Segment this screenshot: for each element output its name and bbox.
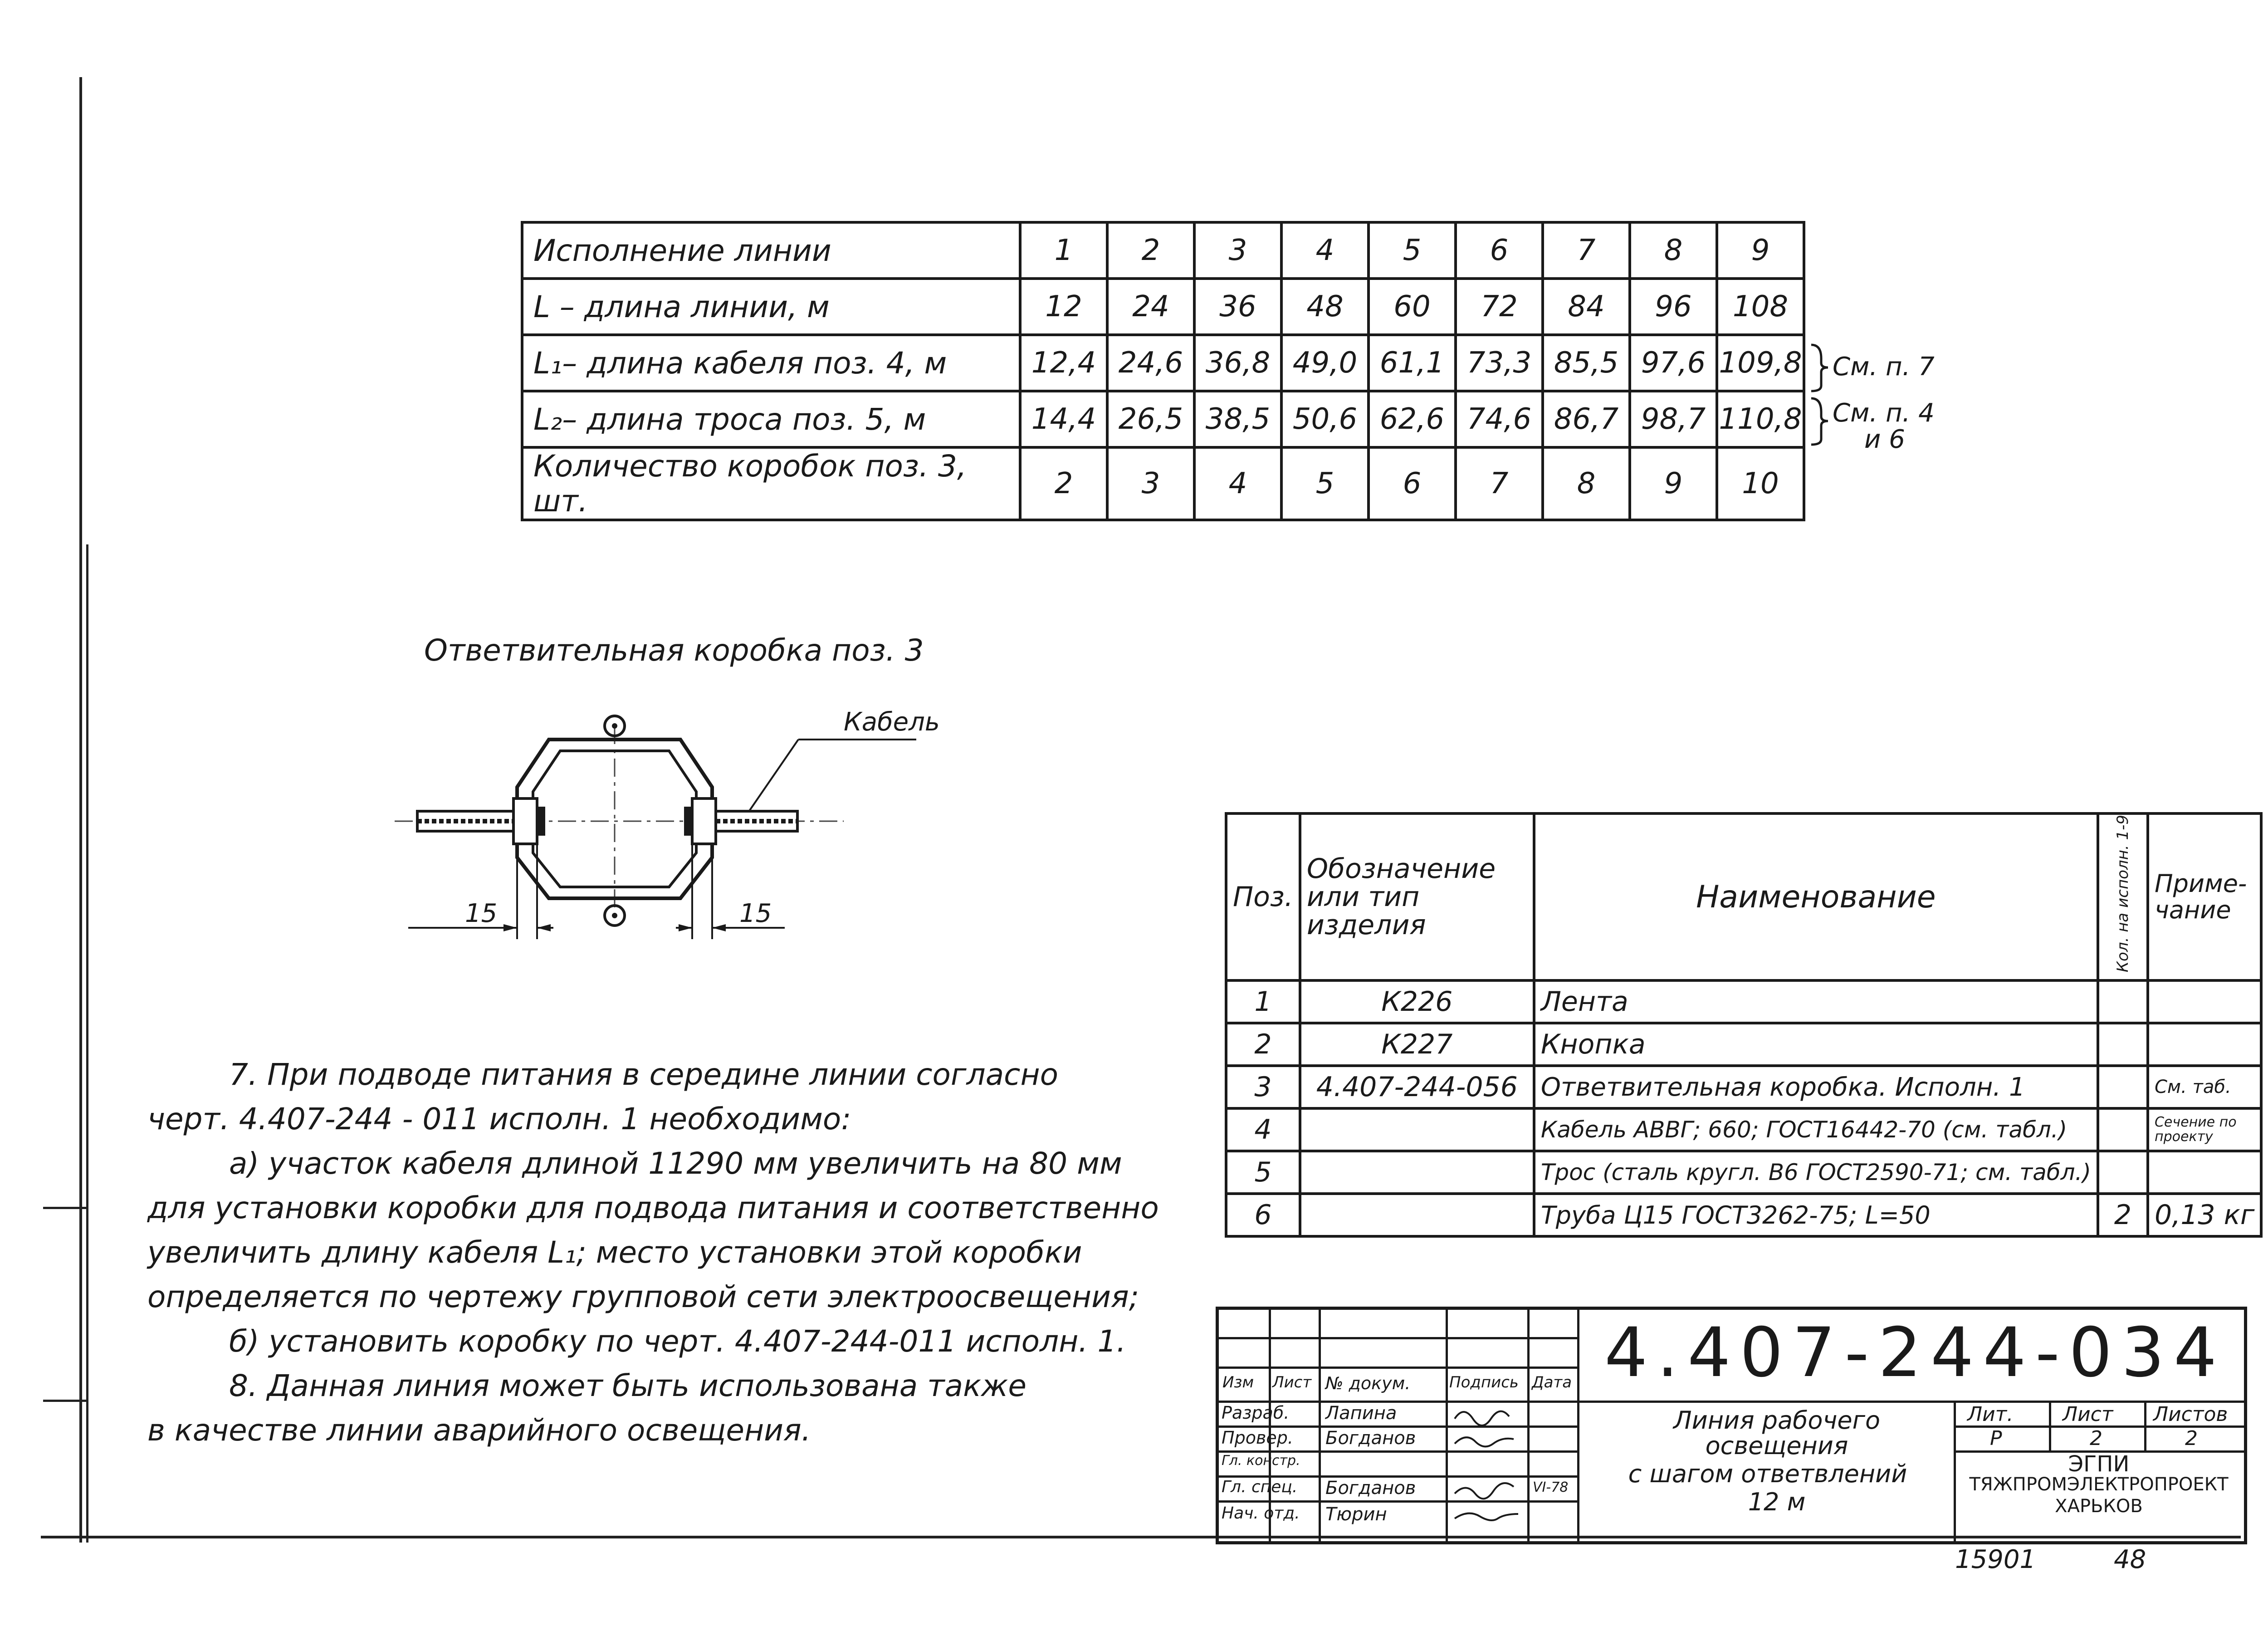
column-header: 2 xyxy=(1107,222,1194,279)
tb-header-list: Лист xyxy=(1272,1373,1312,1391)
table-cell: 60 xyxy=(1369,279,1456,335)
table-cell: 73,3 xyxy=(1456,335,1543,391)
table-cell: 2 xyxy=(1020,447,1107,520)
spec-row xyxy=(1226,1194,2261,1236)
table-header-label: Исполнение линии xyxy=(522,222,1020,279)
spec-header-pos: Поз. xyxy=(1226,813,1300,980)
grid-line xyxy=(1219,1367,1577,1369)
spec-qty xyxy=(2098,980,2148,1023)
spec-row xyxy=(1226,1066,2261,1108)
spec-designation xyxy=(1300,1151,1534,1194)
spec-row xyxy=(1226,1023,2261,1066)
tb-role: Разраб. xyxy=(1222,1403,1290,1423)
spec-designation xyxy=(1300,1108,1534,1151)
tb-date: VI-78 xyxy=(1533,1479,1569,1495)
table-cell: 36 xyxy=(1194,279,1281,335)
dimension-right: 15 xyxy=(739,899,772,928)
brace-icon xyxy=(1808,340,1835,449)
row-label: Количество коробок поз. 3, шт. xyxy=(522,447,1020,520)
spec-note xyxy=(2148,1023,2261,1066)
tb-sheet-label: Лист xyxy=(2063,1403,2113,1426)
note-see-p4: См. п. 4 xyxy=(1833,398,1935,428)
table-header-row xyxy=(522,222,1804,279)
tb-role: Нач. отд. xyxy=(1222,1504,1300,1523)
note-line: черт. 4.407-244 - 011 исполн. 1 необходимо: xyxy=(147,1102,851,1136)
tb-header-date: Дата xyxy=(1532,1373,1572,1391)
page-number: 48 xyxy=(2114,1545,2146,1574)
table-cell: 24 xyxy=(1107,279,1194,335)
specification-table xyxy=(1225,812,2263,1238)
spec-note xyxy=(2148,1151,2261,1194)
spec-note xyxy=(2148,980,2261,1023)
table-cell: 26,5 xyxy=(1107,391,1194,447)
note-line: б) установить коробку по черт. 4.407-244-011 исполн. 1. xyxy=(229,1324,1126,1359)
note-line: а) участок кабеля длиной 11290 мм увеличить на 80 мм xyxy=(229,1146,1122,1181)
table-cell: 85,5 xyxy=(1543,335,1630,391)
table-cell: 8 xyxy=(1543,447,1630,520)
spec-pos: 5 xyxy=(1226,1151,1300,1194)
note-line: 8. Данная линия может быть использована также xyxy=(229,1368,1026,1403)
row-label: L₂– длина троса поз. 5, м xyxy=(522,391,1020,447)
spec-pos: 2 xyxy=(1226,1023,1300,1066)
table-cell: 12,4 xyxy=(1020,335,1107,391)
spec-header-note: Приме-чание xyxy=(2148,813,2261,980)
spec-name: Кабель АВВГ; 660; ГОСТ16442-70 (см. табл.) xyxy=(1534,1108,2098,1151)
spec-row xyxy=(1226,980,2261,1023)
table-row xyxy=(522,391,1804,447)
org-line: ХАРЬКОВ xyxy=(2055,1496,2143,1517)
spec-pos: 6 xyxy=(1226,1194,1300,1236)
archive-number: 15901 xyxy=(1955,1545,2036,1574)
note-line: 7. При подводе питания в середине линии согласно xyxy=(229,1057,1058,1092)
spec-name: Труба Ц15 ГОСТ3262-75; L=50 xyxy=(1534,1194,2098,1236)
table-cell: 50,6 xyxy=(1281,391,1369,447)
column-header: 4 xyxy=(1281,222,1369,279)
tb-role: Гл. спец. xyxy=(1222,1478,1298,1496)
row-label: L – длина линии, м xyxy=(522,279,1020,335)
table-cell: 24,6 xyxy=(1107,335,1194,391)
tb-name: Богданов xyxy=(1325,1478,1416,1499)
table-cell: 5 xyxy=(1281,447,1369,520)
column-header: 1 xyxy=(1020,222,1107,279)
tb-name: Тюрин xyxy=(1325,1504,1387,1525)
title-line: освещения xyxy=(1705,1431,1848,1460)
table-cell: 36,8 xyxy=(1194,335,1281,391)
table-row xyxy=(522,447,1804,520)
spec-pos: 1 xyxy=(1226,980,1300,1023)
table-cell: 12 xyxy=(1020,279,1107,335)
line-variants-table xyxy=(521,221,1805,521)
table-cell: 3 xyxy=(1107,447,1194,520)
spec-designation: К226 xyxy=(1300,980,1534,1023)
tb-lit-value: Р xyxy=(1990,1427,2002,1450)
tb-name: Богданов xyxy=(1325,1428,1416,1449)
spec-qty xyxy=(2098,1023,2148,1066)
grid-line xyxy=(1219,1500,1577,1503)
note-line: для установки коробки для подвода питания и соответственно xyxy=(147,1190,1159,1225)
table-cell: 38,5 xyxy=(1194,391,1281,447)
document-code: 4.407-244-034 xyxy=(1604,1313,2226,1392)
table-cell: 74,6 xyxy=(1456,391,1543,447)
title-line: Линия рабочего xyxy=(1673,1406,1880,1435)
spec-row xyxy=(1226,1151,2261,1194)
spec-header-qty-cell xyxy=(2098,813,2148,980)
table-cell: 9 xyxy=(1630,447,1717,520)
spec-designation xyxy=(1300,1194,1534,1236)
frame-left-tick xyxy=(43,1207,86,1209)
spec-header-row xyxy=(1226,813,2261,980)
table-cell: 110,8 xyxy=(1717,391,1804,447)
spec-row xyxy=(1226,1108,2261,1151)
spec-note: Сечение по проекту xyxy=(2148,1108,2261,1151)
frame-left-inner-line xyxy=(86,544,88,1543)
table-cell: 49,0 xyxy=(1281,335,1369,391)
tb-lit-label: Лит. xyxy=(1967,1403,2014,1426)
spec-note: См. таб. xyxy=(2148,1066,2261,1108)
table-cell: 4 xyxy=(1194,447,1281,520)
table-cell: 10 xyxy=(1717,447,1804,520)
figure-title: Ответвительная коробка поз. 3 xyxy=(424,633,924,668)
spec-pos: 3 xyxy=(1226,1066,1300,1108)
spec-qty xyxy=(2098,1108,2148,1151)
spec-header-name: Наименование xyxy=(1534,813,2098,980)
row-label: L₁– длина кабеля поз. 4, м xyxy=(522,335,1020,391)
tb-header-doc: № докум. xyxy=(1325,1373,1411,1393)
spec-qty: 2 xyxy=(2098,1194,2148,1236)
table-cell: 108 xyxy=(1717,279,1804,335)
spec-header-designation: Обозначение или тип изделия xyxy=(1300,813,1534,980)
cable-label: Кабель xyxy=(844,707,940,737)
table-cell: 61,1 xyxy=(1369,335,1456,391)
column-header: 3 xyxy=(1194,222,1281,279)
frame-left-tick xyxy=(43,1400,86,1402)
tb-header-sign: Подпись xyxy=(1449,1373,1519,1391)
org-line: ТЯЖПРОМЭЛЕКТРОПРОЕКТ xyxy=(1969,1474,2229,1495)
note-line: определяется по чертежу групповой сети электроосвещения; xyxy=(147,1279,1139,1314)
table-cell: 14,4 xyxy=(1020,391,1107,447)
table-cell: 86,7 xyxy=(1543,391,1630,447)
frame-left-line xyxy=(79,77,82,1543)
grid-line xyxy=(2049,1401,2051,1450)
table-cell: 84 xyxy=(1543,279,1630,335)
spec-header-qty: Кол. на исполн. 1-9 xyxy=(2113,815,2132,973)
grid-line xyxy=(1219,1337,1577,1339)
table-cell: 48 xyxy=(1281,279,1369,335)
spec-qty xyxy=(2098,1066,2148,1108)
table-cell: 96 xyxy=(1630,279,1717,335)
spec-name: Лента xyxy=(1534,980,2098,1023)
table-cell: 98,7 xyxy=(1630,391,1717,447)
note-line: в качестве линии аварийного освещения. xyxy=(147,1413,811,1448)
tb-role: Провер. xyxy=(1222,1428,1293,1448)
spec-designation: К227 xyxy=(1300,1023,1534,1066)
table-row xyxy=(522,279,1804,335)
table-row xyxy=(522,335,1804,391)
table-cell: 7 xyxy=(1456,447,1543,520)
dimension-left: 15 xyxy=(465,899,498,928)
spec-name: Кнопка xyxy=(1534,1023,2098,1066)
spec-pos: 4 xyxy=(1226,1108,1300,1151)
grid-line xyxy=(1577,1310,1579,1541)
tb-header-izm: Изм xyxy=(1222,1373,1254,1391)
spec-qty xyxy=(2098,1151,2148,1194)
column-header: 9 xyxy=(1717,222,1804,279)
spec-note: 0,13 кг xyxy=(2148,1194,2261,1236)
column-header: 7 xyxy=(1543,222,1630,279)
note-line: увеличить длину кабеля L₁; место установки этой коробки xyxy=(147,1235,1082,1270)
table-cell: 62,6 xyxy=(1369,391,1456,447)
signatures-icon xyxy=(1450,1403,1523,1530)
spec-name: Ответвительная коробка. Исполн. 1 xyxy=(1534,1066,2098,1108)
tb-sheets-value: 2 xyxy=(2185,1427,2198,1450)
tb-sheet-value: 2 xyxy=(2090,1427,2102,1450)
spec-name: Трос (сталь кругл. В6 ГОСТ2590-71; см. табл.) xyxy=(1534,1151,2098,1194)
title-block xyxy=(1216,1307,2247,1544)
tb-name: Лапина xyxy=(1325,1403,1397,1424)
table-cell: 72 xyxy=(1456,279,1543,335)
column-header: 5 xyxy=(1369,222,1456,279)
column-header: 8 xyxy=(1630,222,1717,279)
column-header: 6 xyxy=(1456,222,1543,279)
junction-box-drawing xyxy=(390,699,980,953)
grid-line xyxy=(2144,1401,2146,1450)
table-cell: 97,6 xyxy=(1630,335,1717,391)
notes-block xyxy=(147,1053,1159,1453)
tb-sheets-label: Листов xyxy=(2153,1403,2228,1426)
org-line: ЭГПИ xyxy=(2068,1451,2130,1477)
tb-role: Гл. констр. xyxy=(1222,1453,1300,1469)
note-see-p7: См. п. 7 xyxy=(1833,352,1935,382)
title-line: 12 м xyxy=(1748,1488,1806,1516)
spec-designation: 4.407-244-056 xyxy=(1300,1066,1534,1108)
note-and-6: и 6 xyxy=(1864,425,1905,454)
table-cell: 109,8 xyxy=(1717,335,1804,391)
table-cell: 6 xyxy=(1369,447,1456,520)
title-line: с шагом ответвлений xyxy=(1628,1460,1907,1488)
